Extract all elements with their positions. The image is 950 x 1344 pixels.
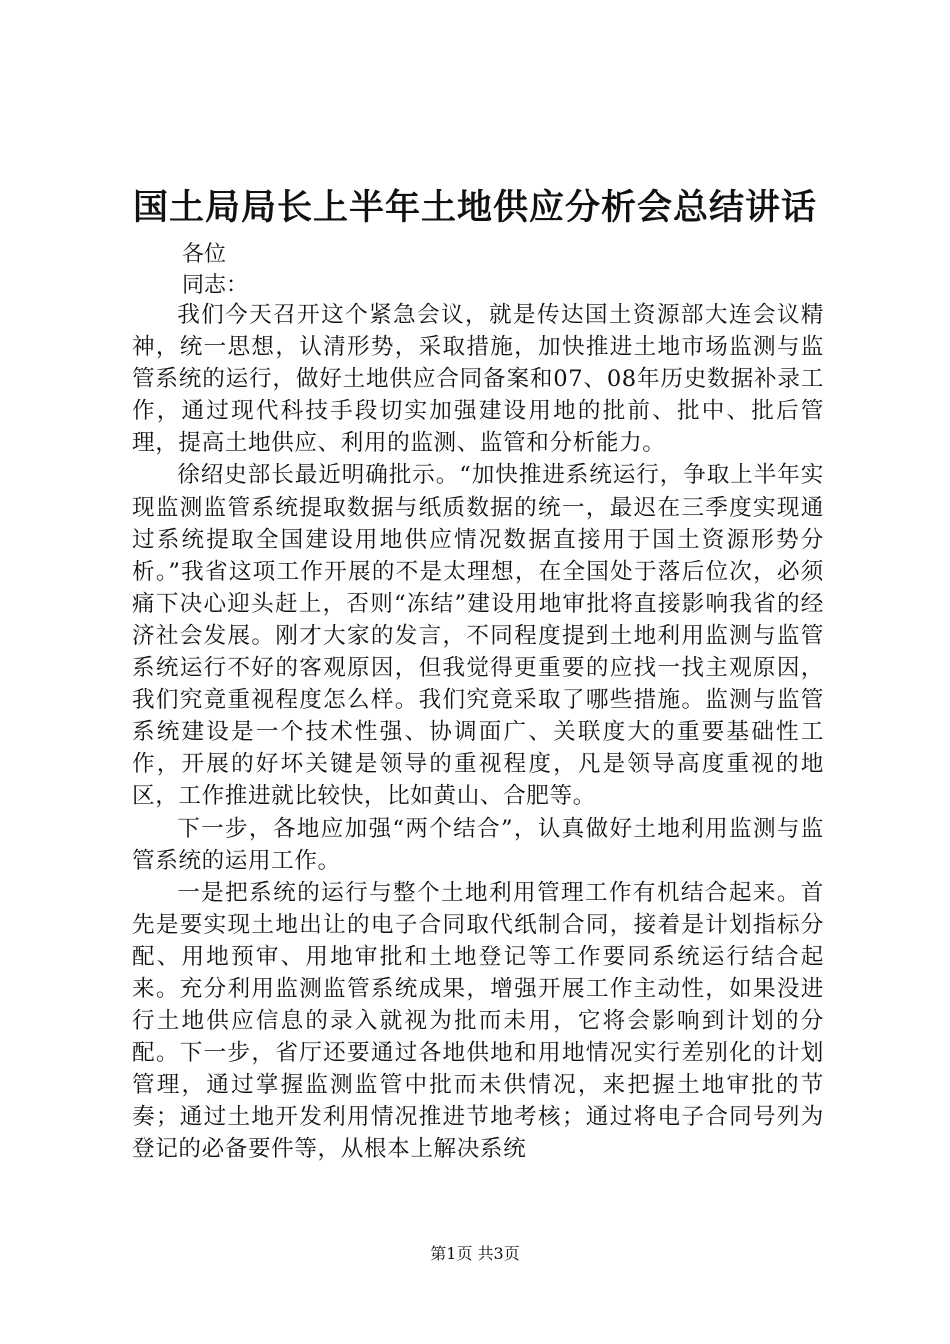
paragraph-2: 徐绍史部长最近明确批示。“加快推进系统运行，争取上半年实现监测监管系统提取数据与纸质数据的统一，最迟在三季度实现通过系统提取全国建设用地供应情况数据直接用于国土资源形势分析。”我省这项工作开展的不是太理想，在全国处于落后位次，必须痛下决心迎头赶上，否则“冻结”建设用地审批将直接影响我省的经济社会发展。刚才大家的发言，不同程度提到土地利用监测与监管系统运行不好的客观原因，但我觉得更重要的应找一找主观原因，我们究竟重视程度怎么样。我们究竟采取了哪些措施。监测与监管系统建设是一个技术性强、协调面广、关联度大的重要基础性工作，开展的好坏关键是领导的重视程度，凡是领导高度重视的地区，工作推进就比较快，比如黄山、合肥等。 [132, 462, 824, 810]
salutation-line-1: 各位 [182, 242, 227, 267]
body-text [132, 299, 824, 1166]
paragraph-1: 我们今天召开这个紧急会议，就是传达国土资源部大连会议精神，统一思想，认清形势，采取措施，加快推进土地市场监测与监管系统的运行，做好土地供应合同备案和07、08年历史数据补录工作，通过现代科技手段切实加强建设用地的批前、批中、批后管理，提高土地供应、利用的监测、监管和分析能力。 [132, 302, 824, 457]
paragraph-4: 一是把系统的运行与整个土地利用管理工作有机结合起来。首先是要实现土地出让的电子合同取代纸制合同，接着是计划指标分配、用地预审、用地审批和土地登记等工作要同系统运行结合起来。充分利用监测监管系统成果，增强开展工作主动性，如果没进行土地供应信息的录入就视为批而未用，它将会影响到计划的分配。下一步，省厅还要通过各地供地和用地情况实行差别化的计划管理，通过掌握监测监管中批而未供情况，来把握土地审批的节奏；通过土地开发利用情况推进节地考核；通过将电子合同号列为登记的必备要件等，从根本上解决系统 [132, 879, 824, 1163]
page-number-footer: 第1页 共3页 [430, 1244, 520, 1263]
salutation-line-2: 同志： [182, 273, 249, 298]
paragraph-3: 下一步，各地应加强“两个结合”，认真做好土地利用监测与监管系统的运用工作。 [132, 815, 824, 874]
document-title: 国土局局长上半年土地供应分析会总结讲话 [132, 187, 817, 228]
